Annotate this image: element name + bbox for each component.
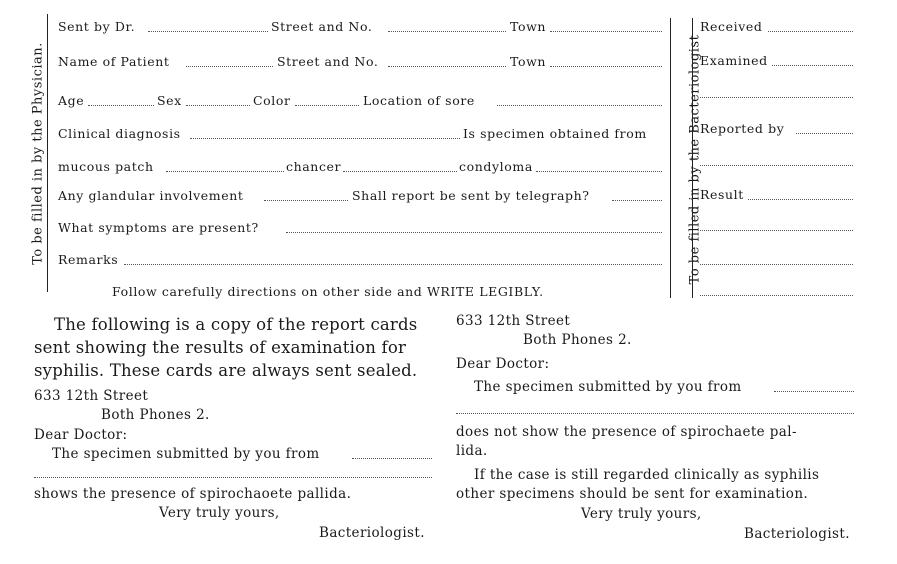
left-card-submitted: The specimen submitted by you from bbox=[52, 446, 320, 462]
right-card-result-1: does not show the presence of spirochaete pal- bbox=[456, 424, 797, 440]
right-card-signature: Bacteriologist. bbox=[744, 526, 850, 542]
blank-line-4[interactable] bbox=[700, 264, 853, 265]
town-label-1: Town bbox=[510, 19, 547, 34]
location-label: Location of sore bbox=[363, 93, 475, 108]
street-label-1: Street and No. bbox=[271, 19, 373, 34]
symptoms-field[interactable] bbox=[286, 232, 662, 233]
right-card-phones: Both Phones 2. bbox=[523, 332, 632, 348]
right-card-address: 633 12th Street bbox=[456, 313, 571, 329]
condyloma-field[interactable] bbox=[536, 171, 662, 172]
intro-line-3: syphilis. These cards are always sent sealed. bbox=[34, 361, 418, 380]
street-field-1[interactable] bbox=[388, 31, 506, 32]
left-divider bbox=[47, 14, 48, 292]
intro-line-1: The following is a copy of the report cards bbox=[54, 315, 418, 334]
blank-line-3[interactable] bbox=[700, 230, 853, 231]
left-card-blank-line[interactable] bbox=[34, 477, 432, 478]
mucous-patch-label: mucous patch bbox=[58, 159, 154, 174]
left-card-address: 633 12th Street bbox=[34, 388, 149, 404]
reported-by-field[interactable] bbox=[796, 133, 853, 134]
condyloma-label: condyloma bbox=[459, 159, 533, 174]
left-card-from-field[interactable] bbox=[352, 458, 432, 459]
symptoms-label: What symptoms are present? bbox=[58, 220, 259, 235]
telegraph-label: Shall report be sent by telegraph? bbox=[352, 188, 590, 203]
blank-line-1[interactable] bbox=[700, 97, 853, 98]
remarks-field[interactable] bbox=[124, 264, 662, 265]
right-card-from-field[interactable] bbox=[774, 391, 854, 392]
blank-line-5[interactable] bbox=[700, 295, 853, 296]
intro-line-2: sent showing the results of examination for bbox=[34, 338, 407, 357]
age-label: Age bbox=[58, 93, 85, 108]
right-card-advice-1: If the case is still regarded clinically as syphilis bbox=[474, 467, 820, 483]
chancer-field[interactable] bbox=[343, 171, 457, 172]
right-divider bbox=[670, 18, 671, 298]
glandular-field[interactable] bbox=[264, 200, 348, 201]
right-card-salutation: Dear Doctor: bbox=[456, 356, 550, 372]
right-card-blank-line[interactable] bbox=[456, 413, 854, 414]
telegraph-field[interactable] bbox=[612, 200, 662, 201]
left-card-salutation: Dear Doctor: bbox=[34, 427, 128, 443]
patient-name-field[interactable] bbox=[186, 66, 273, 67]
town-field-1[interactable] bbox=[550, 31, 662, 32]
right-card-closing: Very truly yours, bbox=[581, 506, 702, 522]
color-field[interactable] bbox=[295, 105, 359, 106]
result-field[interactable] bbox=[748, 199, 853, 200]
sex-label: Sex bbox=[157, 93, 182, 108]
specimen-source-label: Is specimen obtained from bbox=[463, 126, 647, 141]
received-label: Received bbox=[700, 19, 763, 34]
examined-label: Examined bbox=[700, 53, 768, 68]
color-label: Color bbox=[253, 93, 291, 108]
patient-name-label: Name of Patient bbox=[58, 54, 170, 69]
examined-field[interactable] bbox=[772, 65, 853, 66]
right-card-result-2: lida. bbox=[456, 443, 488, 459]
left-card-phones: Both Phones 2. bbox=[101, 407, 210, 423]
received-field[interactable] bbox=[768, 31, 853, 32]
blank-line-2[interactable] bbox=[700, 165, 853, 166]
chancer-label: chancer bbox=[286, 159, 342, 174]
left-card-result: shows the presence of spirochaoete pallida. bbox=[34, 486, 352, 502]
diagnosis-field[interactable] bbox=[190, 138, 460, 139]
age-field[interactable] bbox=[88, 105, 154, 106]
glandular-label: Any glandular involvement bbox=[58, 188, 244, 203]
diagnosis-label: Clinical diagnosis bbox=[58, 126, 181, 141]
location-field[interactable] bbox=[497, 105, 662, 106]
sent-by-label: Sent by Dr. bbox=[58, 19, 136, 34]
right-card-submitted: The specimen submitted by you from bbox=[474, 379, 742, 395]
street-label-2: Street and No. bbox=[277, 54, 379, 69]
reported-by-label: Reported by bbox=[700, 121, 785, 136]
street-field-2[interactable] bbox=[388, 66, 506, 67]
sex-field[interactable] bbox=[186, 105, 250, 106]
right-card-advice-2: other specimens should be sent for examination. bbox=[456, 486, 809, 502]
result-label: Result bbox=[700, 187, 744, 202]
right-divider-2 bbox=[692, 18, 693, 298]
bacteriologist-vertical-label: To be filled in by the Bacteriologist bbox=[687, 34, 703, 285]
town-label-2: Town bbox=[510, 54, 547, 69]
physician-vertical-label: To be filled in by the Physician. bbox=[30, 42, 46, 265]
sent-by-field[interactable] bbox=[148, 31, 268, 32]
left-card-closing: Very truly yours, bbox=[159, 505, 280, 521]
town-field-2[interactable] bbox=[550, 66, 662, 67]
mucous-field[interactable] bbox=[166, 171, 284, 172]
remarks-label: Remarks bbox=[58, 252, 119, 267]
left-card-signature: Bacteriologist. bbox=[319, 525, 425, 541]
form-footer-instruction: Follow carefully directions on other side and WRITE LEGIBLY. bbox=[112, 284, 544, 299]
